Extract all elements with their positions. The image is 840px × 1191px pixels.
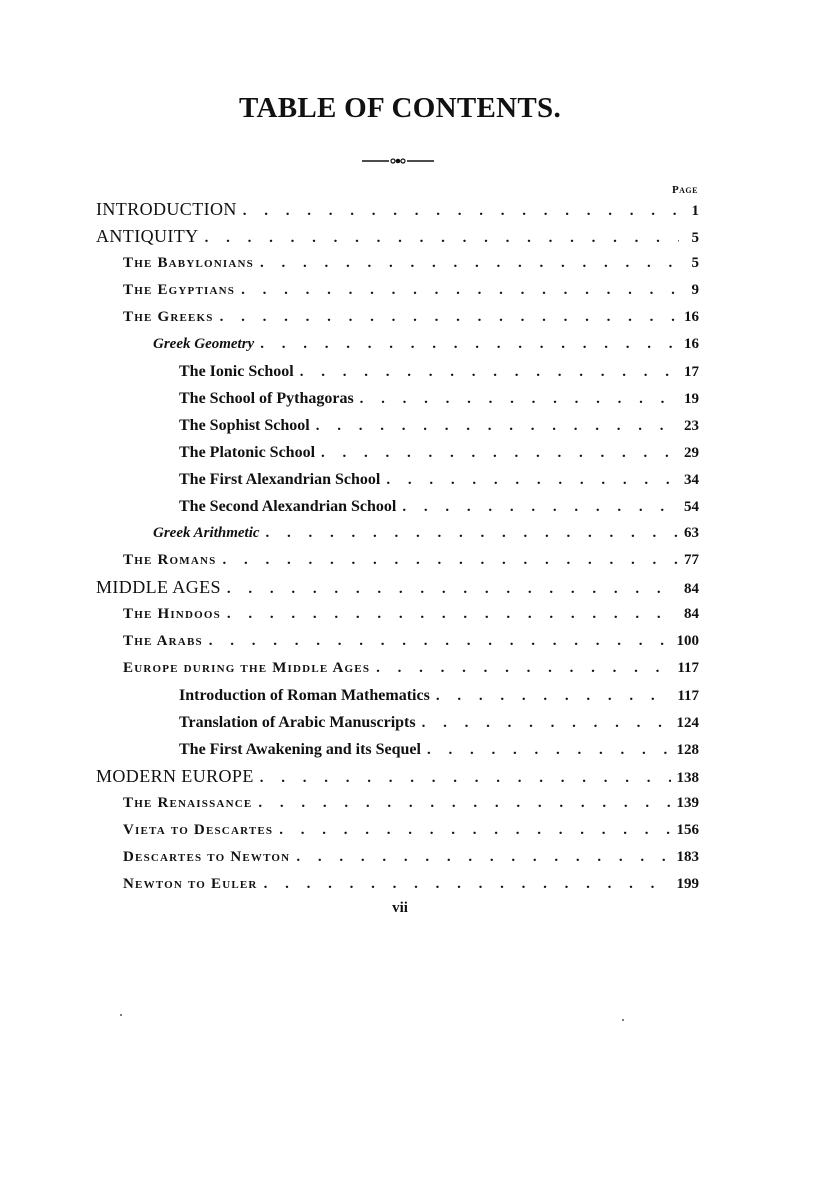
toc-entry-label: The Babylonians — [123, 255, 255, 271]
toc-entry-newton-to-euler — [96, 871, 699, 898]
toc-entry-label: The Platonic School — [179, 444, 316, 461]
toc-entry-page: 156 — [676, 822, 699, 838]
toc-entry-label: The Romans — [123, 552, 217, 568]
toc-entry-greeks — [96, 304, 699, 331]
page-column-header: Page — [671, 184, 698, 196]
toc-entry-label: Europe during the Middle Ages — [123, 660, 371, 676]
toc-entry-renaissance — [96, 790, 699, 817]
toc-entry-page: 139 — [676, 795, 699, 811]
toc-entry-label: The Sophist School — [179, 417, 310, 434]
toc-entry-label: INTRODUCTION — [96, 199, 237, 219]
toc-entry-page: 128 — [676, 742, 699, 758]
toc-entry-label: MIDDLE AGES — [96, 577, 221, 597]
dot-leader — [402, 494, 678, 521]
toc-entry-babylonians — [96, 250, 699, 277]
toc-entry-arabs — [96, 628, 699, 655]
dot-leader — [260, 331, 678, 358]
dot-leader — [222, 547, 678, 574]
toc-entry-label: Newton to Euler — [123, 876, 258, 892]
dot-leader — [436, 683, 672, 710]
toc-entry-first-awakening — [96, 736, 699, 763]
dot-leader — [360, 386, 678, 413]
dot-leader — [300, 359, 678, 386]
dot-leader — [258, 790, 670, 817]
toc-entry-page: 19 — [684, 391, 699, 407]
toc-entry-label: Introduction of Roman Mathematics — [179, 687, 430, 704]
toc-entry-platonic-school — [96, 439, 699, 466]
dot-leader — [243, 198, 679, 225]
toc-entry-label: The Arabs — [123, 633, 203, 649]
toc-entry-label: The Greeks — [123, 309, 214, 325]
dot-leader — [260, 765, 671, 792]
toc-entry-egyptians — [96, 277, 699, 304]
toc-entry-greek-arithmetic — [96, 520, 699, 547]
toc-entry-romans — [96, 547, 699, 574]
toc-entry-hindoos — [96, 601, 699, 628]
dot-leader — [260, 250, 679, 277]
dot-leader — [227, 576, 678, 603]
table-of-contents — [96, 196, 699, 898]
toc-entry-label: Vieta to Descartes — [123, 822, 274, 838]
toc-entry-page: 63 — [684, 525, 699, 541]
toc-entry-introduction — [96, 196, 699, 223]
toc-entry-page: 16 — [684, 336, 699, 352]
dot-leader — [205, 225, 679, 252]
dot-leader — [386, 467, 678, 494]
toc-entry-label: Translation of Arabic Manuscripts — [179, 714, 416, 731]
toc-entry-label: Greek Arithmetic — [153, 525, 260, 541]
toc-entry-page: 199 — [676, 876, 699, 892]
scan-speck — [622, 1019, 624, 1021]
toc-entry-label: The Renaissance — [123, 795, 253, 811]
dot-leader — [264, 871, 671, 898]
dot-leader — [209, 628, 671, 655]
toc-entry-page: 54 — [684, 499, 699, 515]
dot-leader — [321, 440, 678, 467]
toc-entry-greek-geometry — [96, 331, 699, 358]
toc-entry-page: 100 — [676, 633, 699, 649]
toc-entry-descartes-to-newton — [96, 844, 699, 871]
toc-entry-page: 29 — [684, 445, 699, 461]
dot-leader — [227, 601, 678, 628]
dot-leader — [316, 413, 678, 440]
toc-entry-label: The Second Alexandrian School — [179, 498, 397, 515]
toc-entry-page: 183 — [676, 849, 699, 865]
toc-entry-label: The Egyptians — [123, 282, 236, 298]
toc-entry-europe-middle-ages — [96, 655, 699, 682]
dot-leader — [220, 304, 678, 331]
toc-entry-page: 84 — [684, 606, 699, 622]
dot-leader — [376, 655, 671, 682]
toc-entry-label: ANTIQUITY — [96, 226, 199, 246]
toc-entry-page: 1 — [691, 203, 699, 219]
dot-leader — [279, 817, 670, 844]
toc-entry-roman-mathematics — [96, 682, 699, 709]
toc-entry-second-alexandrian-school — [96, 493, 699, 520]
dot-leader — [296, 844, 670, 871]
ornament-divider-icon — [362, 158, 434, 164]
dot-leader — [266, 520, 678, 547]
toc-entry-page: 117 — [677, 660, 699, 676]
toc-entry-page: 16 — [684, 309, 699, 325]
toc-entry-page: 23 — [684, 418, 699, 434]
toc-entry-page: 5 — [691, 255, 699, 271]
page-title: TABLE OF CONTENTS. — [238, 92, 562, 124]
dot-leader — [241, 277, 679, 304]
toc-entry-label: Greek Geometry — [153, 336, 255, 352]
toc-entry-page: 17 — [684, 364, 699, 380]
toc-entry-vieta-to-descartes — [96, 817, 699, 844]
toc-entry-page: 5 — [691, 230, 699, 246]
toc-entry-label: The Ionic School — [179, 363, 294, 380]
dot-leader — [422, 710, 671, 737]
toc-entry-arabic-manuscripts — [96, 709, 699, 736]
toc-entry-page: 117 — [677, 688, 699, 704]
scan-speck — [120, 1014, 122, 1016]
toc-entry-label: MODERN EUROPE — [96, 766, 254, 786]
toc-entry-page: 77 — [684, 552, 699, 568]
toc-entry-page: 9 — [691, 282, 699, 298]
page-folio-number: vii — [392, 900, 408, 916]
toc-entry-ionic-school — [96, 358, 699, 385]
toc-entry-label: The Hindoos — [123, 606, 221, 622]
toc-entry-page: 138 — [676, 770, 699, 786]
toc-entry-modern-europe — [96, 763, 699, 790]
toc-entry-label: The School of Pythagoras — [179, 390, 354, 407]
toc-entry-school-of-pythagoras — [96, 385, 699, 412]
toc-entry-first-alexandrian-school — [96, 466, 699, 493]
toc-entry-page: 84 — [684, 581, 699, 597]
toc-entry-middle-ages — [96, 574, 699, 601]
toc-entry-page: 34 — [684, 472, 699, 488]
toc-entry-label: The First Alexandrian School — [179, 471, 381, 488]
toc-entry-label: Descartes to Newton — [123, 849, 291, 865]
toc-entry-label: The First Awakening and its Sequel — [179, 741, 421, 758]
toc-entry-page: 124 — [676, 715, 699, 731]
dot-leader — [427, 737, 671, 764]
toc-entry-antiquity — [96, 223, 699, 250]
toc-entry-sophist-school — [96, 412, 699, 439]
